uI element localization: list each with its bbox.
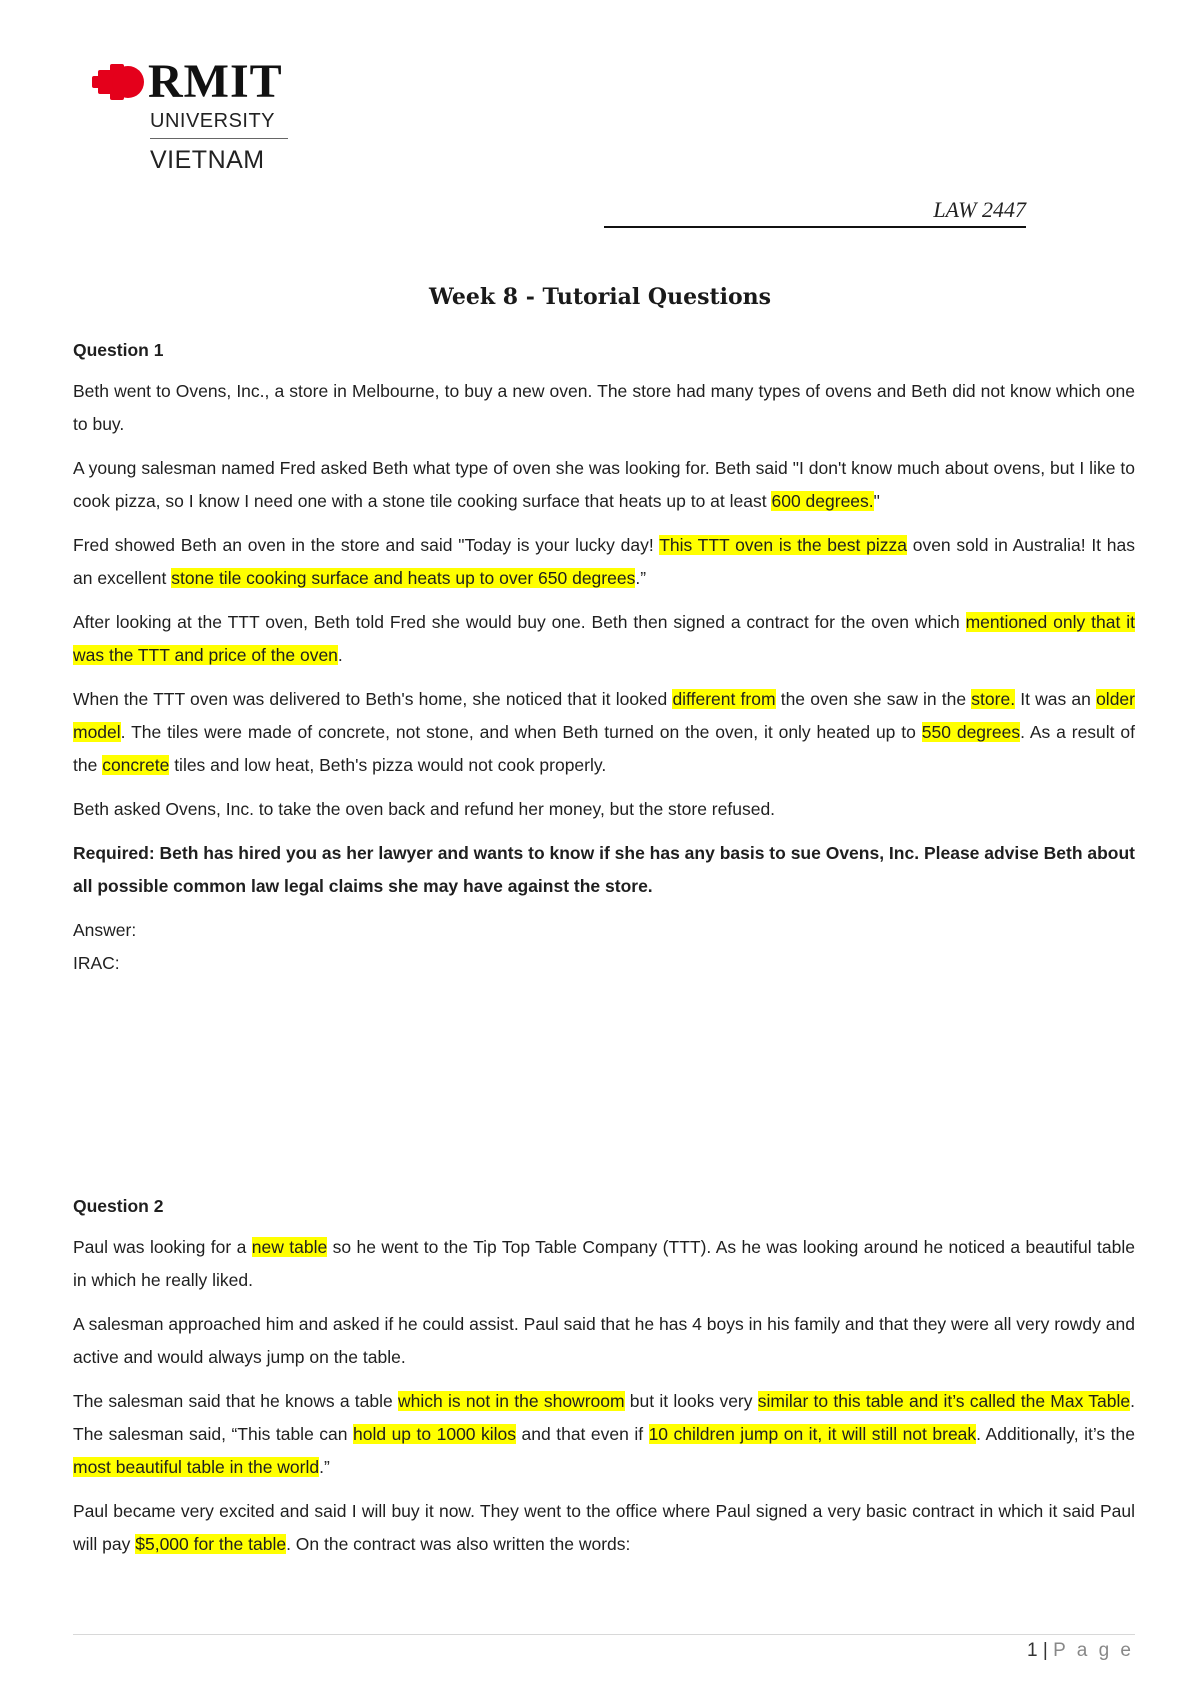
text-run: A young salesman named Fred asked Beth what type of oven she was looking for. Beth said "I don't know much about ovens, but I like to cook pizza, so I know I need one with a stone tile cooking surface that heats up to at least xyxy=(73,458,1135,511)
highlighted-text: concrete xyxy=(102,755,170,775)
footer-rule xyxy=(73,1634,1135,1635)
q1-paragraph-1: Beth went to Ovens, Inc., a store in Melbourne, to buy a new oven. The store had many types of ovens and Beth did not know which one to buy. xyxy=(73,381,1135,434)
q2-paragraph-4 xyxy=(73,1495,1135,1561)
highlighted-text: which is not in the showroom xyxy=(398,1391,625,1411)
highlighted-text: mentioned only that it was the TTT and price of the oven xyxy=(73,612,1135,665)
text-run: tiles and low heat, Beth's pizza would not cook properly. xyxy=(169,755,607,775)
text-run: so he went to the Tip Top Table Company (TTT). As he was looking around he noticed a beautiful table in which he really liked. xyxy=(73,1237,1135,1290)
course-code: LAW 2447 xyxy=(933,197,1026,222)
text-run: oven sold in Australia! It has an excellent xyxy=(73,535,1135,588)
q1-paragraph-6: Beth asked Ovens, Inc. to take the oven back and refund her money, but the store refused. xyxy=(73,799,776,819)
highlighted-text: older model xyxy=(73,689,1135,742)
text-run: The salesman said that he knows a table xyxy=(73,1391,398,1411)
text-run: . The salesman said, “This table can xyxy=(73,1391,1135,1444)
q2-paragraph-1 xyxy=(73,1231,1135,1297)
q2-paragraph-2: A salesman approached him and asked if he could assist. Paul said that he has 4 boys in his family and that they were all very rowdy and active and would always jump on the table. xyxy=(73,1314,1135,1367)
text-run: . On the contract was also written the words: xyxy=(286,1534,631,1554)
highlighted-text: 10 children jump on it, it will still not break xyxy=(648,1424,977,1444)
page-number: 1 xyxy=(1027,1640,1038,1661)
answer-label: Answer: xyxy=(73,920,137,940)
question-2-heading: Question 2 xyxy=(73,1196,164,1216)
highlighted-text: new table xyxy=(251,1237,328,1257)
text-run: the oven she saw in the xyxy=(775,689,972,709)
logo-rmit-text: RMIT xyxy=(148,55,283,108)
text-run: . Additionally, it’s the xyxy=(976,1424,1135,1444)
logo-university-text: UNIVERSITY xyxy=(150,110,276,132)
footer-separator: | xyxy=(1037,1640,1054,1661)
text-run: Paul was looking for a xyxy=(73,1237,252,1257)
question-1-heading: Question 1 xyxy=(73,340,164,360)
highlighted-text: store. xyxy=(971,689,1016,709)
q1-paragraph-2 xyxy=(73,452,1135,518)
highlighted-text: hold up to 1000 kilos xyxy=(353,1424,517,1444)
text-run: . xyxy=(337,645,343,665)
q1-required: Required: Beth has hired you as her lawyer and wants to know if she has any basis to sue Ovens, Inc. Please advise Beth about all possible common law legal claims she may have against the store. xyxy=(73,843,1135,896)
document-body xyxy=(73,334,1135,1572)
text-run: but it looks very xyxy=(624,1391,758,1411)
q2-paragraph-3 xyxy=(73,1385,1135,1484)
logo-divider xyxy=(150,138,288,139)
text-run: It was an xyxy=(1015,689,1097,709)
text-run: When the TTT oven was delivered to Beth's home, she noticed that it looked xyxy=(73,689,673,709)
text-run: " xyxy=(873,491,880,511)
page-label: P a g e xyxy=(1053,1640,1134,1661)
page-title: Week 8 - Tutorial Questions xyxy=(428,284,772,310)
highlighted-text: 600 degrees. xyxy=(771,491,874,511)
highlighted-text: similar to this table and it’s called the Max Table xyxy=(757,1391,1131,1411)
rmit-pixel-mark-icon xyxy=(88,62,144,102)
text-run: . As a result of the xyxy=(73,722,1135,775)
irac-label: IRAC: xyxy=(73,953,120,973)
text-run: and that even if xyxy=(516,1424,649,1444)
q1-paragraph-4 xyxy=(73,606,1135,672)
page-footer xyxy=(1027,1640,1134,1662)
highlighted-text: stone tile cooking surface and heats up to over 650 degrees xyxy=(171,568,636,588)
text-run: . The tiles were made of concrete, not stone, and when Beth turned on the oven, it only heated up to xyxy=(120,722,922,742)
logo-vietnam-text: VIETNAM xyxy=(150,146,265,174)
highlighted-text: $5,000 for the table xyxy=(135,1534,287,1554)
q1-paragraph-5 xyxy=(73,683,1135,782)
text-run: .” xyxy=(635,568,647,588)
text-run: Fred showed Beth an oven in the store and said "Today is your lucky day! xyxy=(73,535,660,555)
rmit-logo xyxy=(88,55,298,178)
highlighted-text: most beautiful table in the world xyxy=(73,1457,320,1477)
q1-paragraph-3 xyxy=(73,529,1135,595)
highlighted-text: different from xyxy=(672,689,776,709)
text-run: Paul became very excited and said I will buy it now. They went to the office where Paul signed a very basic contract in which it said Paul will pay xyxy=(73,1501,1135,1554)
text-run: .” xyxy=(319,1457,330,1477)
text-run: After looking at the TTT oven, Beth told Fred she would buy one. Beth then signed a contract for the oven which xyxy=(73,612,966,632)
answer-space xyxy=(73,980,1135,1190)
highlighted-text: 550 degrees xyxy=(921,722,1021,742)
highlighted-text: This TTT oven is the best pizza xyxy=(659,535,907,555)
header-rule xyxy=(604,226,1026,228)
